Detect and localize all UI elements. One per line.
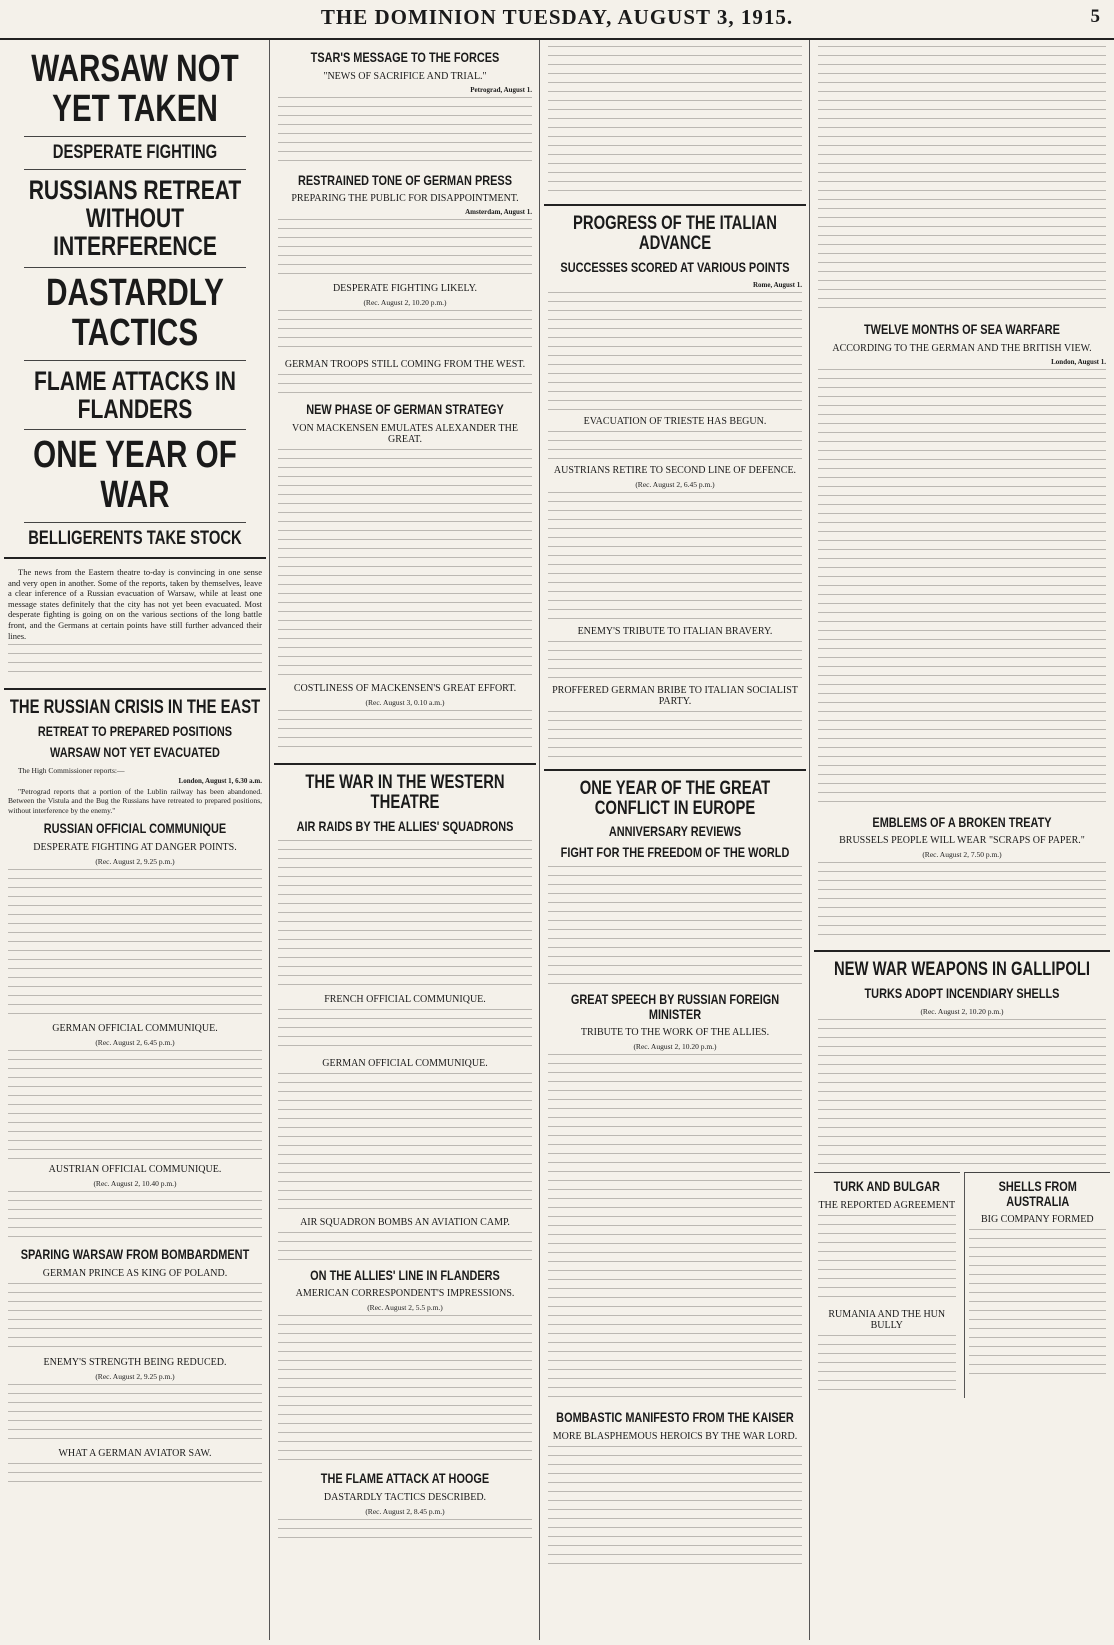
column-rule — [539, 40, 540, 1640]
dateline: Amsterdam, August 1. — [465, 208, 532, 217]
subhead-german-aviator: WHAT A GERMAN AVIATOR SAW. — [58, 1447, 212, 1459]
headline-flame-attacks: FLAME ATTACKS IN FLANDERS — [34, 365, 236, 424]
headline-not-evacuated: WARSAW NOT YET EVACUATED — [50, 743, 220, 760]
subhead-enemy-strength: ENEMY'S STRENGTH BEING REDUCED. — [43, 1356, 227, 1368]
headline-turk-bulgar: TURK AND BULGAR — [833, 1178, 940, 1194]
subhead-french-official: FRENCH OFFICIAL COMMUNIQUE. — [324, 993, 486, 1005]
headline-italian-advance: PROGRESS OF THE ITALIAN ADVANCE — [573, 213, 777, 254]
headline-western-theatre: THE WAR IN THE WESTERN THEATRE — [305, 772, 505, 813]
received-line: (Rec. August 2, 7.50 p.m.) — [922, 850, 1002, 860]
received-line: (Rec. August 2, 9.25 p.m.) — [95, 1371, 175, 1381]
headline-russians-retreat: RUSSIANS RETREAT WITHOUT INTERFERENCE — [28, 174, 242, 262]
dateline: Rome, August 1. — [752, 280, 802, 289]
headline-successes: SUCCESSES SCORED AT VARIOUS POINTS — [560, 258, 790, 275]
subhead-sacrifice: "NEWS OF SACRIFICE AND TRIAL." — [323, 70, 487, 82]
headline-one-year: ONE YEAR OF WAR — [33, 434, 237, 517]
headline-desperate: DESPERATE FIGHTING — [52, 141, 218, 163]
headline-kaiser-manifesto: BOMBASTIC MANIFESTO FROM THE KAISER — [556, 1409, 794, 1426]
subhead-german-official: GERMAN OFFICIAL COMMUNIQUE. — [322, 1057, 488, 1069]
headline-flanders: ON THE ALLIES' LINE IN FLANDERS — [310, 1266, 500, 1283]
headline-sea-warfare: TWELVE MONTHS OF SEA WARFARE — [864, 321, 1060, 337]
headline-russian-crisis: THE RUSSIAN CRISIS IN THE EAST — [9, 697, 261, 719]
subhead-fighting-likely: DESPERATE FIGHTING LIKELY. — [332, 283, 478, 295]
subhead-american: AMERICAN CORRESPONDENT'S IMPRESSIONS. — [295, 1288, 515, 1300]
headline-russian-speech: GREAT SPEECH BY RUSSIAN FOREIGN MINISTER — [570, 990, 780, 1022]
subhead-dastardly: DASTARDLY TACTICS DESCRIBED. — [323, 1492, 487, 1503]
subhead-brussels: BRUSSELS PEOPLE WILL WEAR "SCRAPS OF PAPER." — [839, 835, 1085, 847]
subhead-german-prince: GERMAN PRINCE AS KING OF POLAND. — [42, 1267, 228, 1279]
headline-great-conflict: ONE YEAR OF THE GREAT CONFLICT IN EUROPE — [579, 777, 771, 819]
headline-hooge: THE FLAME ATTACK AT HOOGE — [320, 1470, 490, 1487]
subhead-costliness: COSTLINESS OF MACKENSEN'S GREAT EFFORT. — [293, 683, 517, 695]
headline-tsar-message: TSAR'S MESSAGE TO THE FORCES — [310, 49, 500, 65]
turk-bulgar-block — [814, 1172, 960, 1398]
received-line: (Rec. August 2, 10.20 p.m.) — [363, 298, 447, 308]
subhead-trieste: EVACUATION OF TRIESTE HAS BEGUN. — [583, 415, 767, 427]
column-1 — [4, 40, 266, 1640]
dateline: London, August 1. — [1051, 357, 1106, 366]
received-line: (Rec. August 2, 10.20 p.m.) — [920, 1007, 1004, 1016]
received-line: (Rec. August 2, 9.25 p.m.) — [95, 856, 175, 866]
headline-gallipoli: NEW WAR WEAPONS IN GALLIPOLI — [833, 959, 1091, 981]
headline-broken-treaty: EMBLEMS OF A BROKEN TREATY — [872, 813, 1052, 830]
subhead-tribute-allies: TRIBUTE TO THE WORK OF THE ALLIES. — [580, 1027, 770, 1039]
commissioner-line: The High Commissioner reports:— — [18, 765, 125, 775]
received-line: (Rec. August 2, 6.45 p.m.) — [635, 479, 715, 489]
headline-sparing-warsaw: SPARING WARSAW FROM BOMBARDMENT — [20, 1245, 250, 1262]
subhead-troops-west: GERMAN TROOPS STILL COMING FROM THE WEST. — [284, 359, 526, 371]
received-line: (Rec. August 2, 6.45 p.m.) — [95, 1037, 175, 1047]
headline-belligerents: BELLIGERENTS TAKE STOCK — [28, 528, 242, 549]
headline-retreat-positions: RETREAT TO PREPARED POSITIONS — [37, 723, 233, 740]
received-line: (Rec. August 2, 8.45 p.m.) — [365, 1507, 445, 1516]
australia-shells-block — [964, 1172, 1111, 1398]
subhead-aviation-camp: AIR SQUADRON BOMBS AN AVIATION CAMP. — [300, 1216, 510, 1228]
subhead-rumania: RUMANIA AND THE HUN BULLY — [828, 1308, 946, 1331]
subhead-mackensen: VON MACKENSEN EMULATES ALEXANDER THE GREAT. — [292, 423, 518, 446]
page-number: 5 — [1090, 6, 1100, 27]
headline-russian-official: RUSSIAN OFFICIAL COMMUNIQUE — [43, 820, 227, 837]
headline-shells-australia: SHELLS FROM AUSTRALIA — [998, 1178, 1077, 1209]
masthead — [0, 0, 1114, 40]
dateline: London, August 1, 6.30 a.m. — [178, 777, 262, 785]
subhead-according: ACCORDING TO THE GERMAN AND THE BRITISH VIEW. — [832, 342, 1092, 354]
subhead-agreement: THE REPORTED AGREEMENT — [818, 1199, 956, 1211]
column-2 — [274, 40, 536, 1640]
headline-dastardly: DASTARDLY TACTICS — [46, 271, 224, 354]
masthead-title: THE DOMINION TUESDAY, AUGUST 3, 1915. — [320, 5, 794, 29]
lead-paragraph: The news from the Eastern theatre to-day is convincing in one sense and very open in another. Some of the reports, taken by themselves, leave a clear inference of a Russian evacuation of Warsaw, while at least one message states definitely that the city has not yet been evacuated. Most desperate fighting is going on on the various sections of the long battle front, and the Germans at certain points have still further advanced their lines. — [8, 566, 262, 641]
received-line: (Rec. August 2, 10.40 p.m.) — [93, 1178, 177, 1188]
bottom-split — [814, 1172, 1110, 1398]
subhead-blasphemous: MORE BLASPHEMOUS HEROICS BY THE WAR LORD. — [552, 1430, 798, 1442]
subhead-austrian-official: AUSTRIAN OFFICIAL COMMUNIQUE. — [48, 1163, 222, 1175]
subhead-disappointment: PREPARING THE PUBLIC FOR DISAPPOINTMENT. — [291, 193, 519, 205]
column-rule — [269, 40, 270, 1640]
headline-anniversary: ANNIVERSARY REVIEWS — [608, 823, 742, 840]
headline-warsaw: WARSAW NOT YET TAKEN — [31, 48, 239, 130]
article-paragraph: "Petrograd reports that a portion of the Lublin railway has been abandoned. Between the Vistula and the Bug the Russians have retreated to prepared positions, without interference by the enemy." — [8, 787, 262, 815]
headline-incendiary: TURKS ADOPT INCENDIARY SHELLS — [864, 985, 1060, 1002]
received-line: (Rec. August 2, 10.20 p.m.) — [633, 1042, 717, 1052]
received-line: (Rec. August 2, 5.5 p.m.) — [367, 1303, 443, 1313]
headline-german-press: RESTRAINED TONE OF GERMAN PRESS — [298, 171, 512, 188]
dateline: Petrograd, August 1. — [470, 85, 532, 94]
received-line: (Rec. August 3, 0.10 a.m.) — [365, 698, 445, 708]
subhead-italian-bravery: ENEMY'S TRIBUTE TO ITALIAN BRAVERY. — [577, 625, 773, 637]
subhead-austrians-retire: AUSTRIANS RETIRE TO SECOND LINE OF DEFENCE. — [553, 464, 797, 476]
column-rule — [809, 40, 810, 1640]
headline-air-raids: AIR RAIDS BY THE ALLIES' SQUADRONS — [296, 817, 514, 834]
headline-freedom: FIGHT FOR THE FREEDOM OF THE WORLD — [560, 844, 790, 861]
subhead-company: BIG COMPANY FORMED — [980, 1214, 1094, 1226]
subhead-danger-points: DESPERATE FIGHTING AT DANGER POINTS. — [33, 841, 237, 853]
column-4 — [814, 40, 1110, 1640]
headline-new-phase: NEW PHASE OF GERMAN STRATEGY — [306, 401, 504, 418]
subhead-german-bribe: PROFFERED GERMAN BRIBE TO ITALIAN SOCIALIST PARTY. — [552, 684, 798, 707]
column-3 — [544, 40, 806, 1640]
subhead-german-official: GERMAN OFFICIAL COMMUNIQUE. — [52, 1022, 218, 1034]
